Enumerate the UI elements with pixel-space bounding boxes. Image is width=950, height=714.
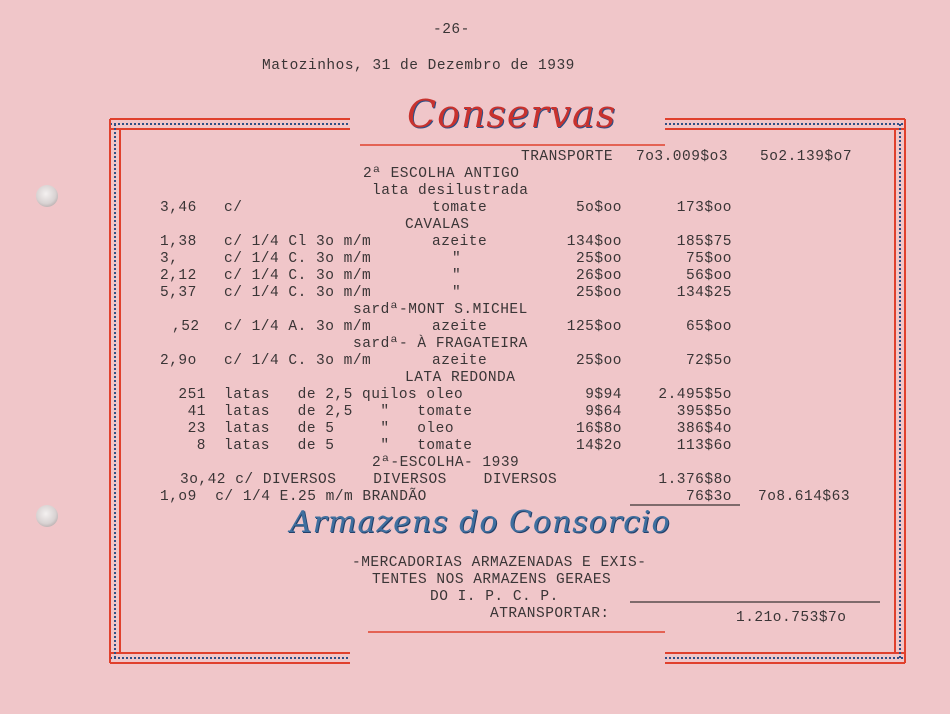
row-5-price: 25$oo [575, 285, 622, 301]
heading-conservas: Conservas [407, 92, 617, 136]
row-6-qty: ,52 [172, 319, 200, 335]
row-9-total: 395$5o [676, 404, 732, 420]
row-6-price: 125$oo [566, 319, 622, 335]
row-6-total: 65$oo [685, 319, 732, 335]
section-escolha-antigo: 2ª ESCOLHA ANTIGO [363, 166, 520, 182]
row-7-desc: c/ 1/4 C. 3o m/m [224, 353, 372, 369]
row-1-qty: 3,46 [160, 200, 197, 216]
row-2-desc: c/ 1/4 Cl 3o m/m [224, 234, 372, 250]
row-5-total: 134$25 [676, 285, 732, 301]
row-10-price: 16$8o [575, 421, 622, 437]
section-lata-redonda: LATA REDONDA [405, 370, 516, 386]
row-9-price: 9$64 [585, 404, 622, 420]
row-5-qty: 5,37 [160, 285, 197, 301]
section-sard-fragateira: sardª- À FRAGATEIRA [353, 336, 528, 352]
row-10-qty: 23 [187, 421, 206, 437]
section-cavalas: CAVALAS [405, 217, 470, 233]
row-8-desc: latas de 2,5 quilos oleo [224, 387, 464, 403]
row-11-qty: 8 [196, 438, 206, 454]
row-12-desc: 3o,42 c/ DIVERSOS DIVERSOS DIVERSOS [180, 472, 558, 488]
row-9-qty: 41 [187, 404, 206, 420]
border-top-left [110, 119, 350, 129]
transporte-value2: 5o2.139$o7 [760, 149, 853, 165]
transporte-value1: 7o3.009$o3 [636, 149, 729, 165]
place-date: Matozinhos, 31 de Dezembro de 1939 [262, 58, 575, 74]
row-13-grand-total: 7o8.614$63 [758, 489, 851, 505]
border-bottom-left [110, 653, 350, 663]
transporte-label: TRANSPORTE [521, 149, 614, 165]
section-lata-desilustrada: lata desilustrada [372, 183, 529, 199]
row-7-qty: 2,9o [160, 353, 197, 369]
row-3-kind: " [452, 251, 462, 267]
row-7-price: 25$oo [575, 353, 622, 369]
row-7-kind: azeite [432, 353, 488, 369]
border-top-right [665, 119, 905, 129]
row-11-price: 14$2o [575, 438, 622, 454]
border-bottom-right [665, 653, 905, 663]
row-2-qty: 1,38 [160, 234, 197, 250]
row-6-desc: c/ 1/4 A. 3o m/m [224, 319, 372, 335]
page-number: -26- [433, 22, 470, 38]
row-8-price: 9$94 [585, 387, 622, 403]
row-6-kind: azeite [432, 319, 488, 335]
row-11-total: 113$6o [676, 438, 732, 454]
row-10-desc: latas de 5 " oleo [224, 421, 455, 437]
punch-hole-top [36, 185, 58, 207]
footer-line-1: -MERCADORIAS ARMAZENADAS E EXIS- [352, 555, 647, 571]
atransportar-value: 1.21o.753$7o [736, 610, 847, 626]
row-5-desc: c/ 1/4 C. 3o m/m [224, 285, 372, 301]
section-sard-mont: sardª-MONT S.MICHEL [353, 302, 528, 318]
footer-line-3: DO I. P. C. P. [430, 589, 559, 605]
row-4-kind: " [452, 268, 462, 284]
row-8-qty: 251 [178, 387, 206, 403]
punch-hole-bottom [36, 505, 58, 527]
row-4-price: 26$oo [575, 268, 622, 284]
row-7-total: 72$5o [685, 353, 732, 369]
section-escolha-1939: 2ª-ESCOLHA- 1939 [372, 455, 520, 471]
row-3-total: 75$oo [685, 251, 732, 267]
border-right [895, 119, 905, 663]
row-11-desc: latas de 5 " tomate [224, 438, 473, 454]
row-3-qty: 3, [160, 251, 179, 267]
row-1-price: 5o$oo [575, 200, 622, 216]
row-4-qty: 2,12 [160, 268, 197, 284]
row-2-price: 134$oo [566, 234, 622, 250]
row-2-total: 185$75 [676, 234, 732, 250]
row-9-desc: latas de 2,5 " tomate [224, 404, 473, 420]
row-4-desc: c/ 1/4 C. 3o m/m [224, 268, 372, 284]
row-8-total: 2.495$5o [658, 387, 732, 403]
row-12-total: 1.376$8o [658, 472, 732, 488]
footer-line-2: TENTES NOS ARMAZENS GERAES [372, 572, 612, 588]
atransportar-label: ATRANSPORTAR: [490, 606, 610, 622]
row-13-total: 76$3o [685, 489, 732, 505]
row-13-desc: 1,o9 c/ 1/4 E.25 m/m BRANDÃO [160, 489, 427, 505]
row-1-kind: tomate [432, 200, 488, 216]
row-1-desc: c/ [224, 200, 243, 216]
border-left [110, 119, 120, 663]
row-5-kind: " [452, 285, 462, 301]
row-3-desc: c/ 1/4 C. 3o m/m [224, 251, 372, 267]
row-4-total: 56$oo [685, 268, 732, 284]
heading-armazens: Armazens do Consorcio [290, 505, 671, 540]
row-1-total: 173$oo [676, 200, 732, 216]
row-10-total: 386$4o [676, 421, 732, 437]
row-3-price: 25$oo [575, 251, 622, 267]
row-2-kind: azeite [432, 234, 488, 250]
